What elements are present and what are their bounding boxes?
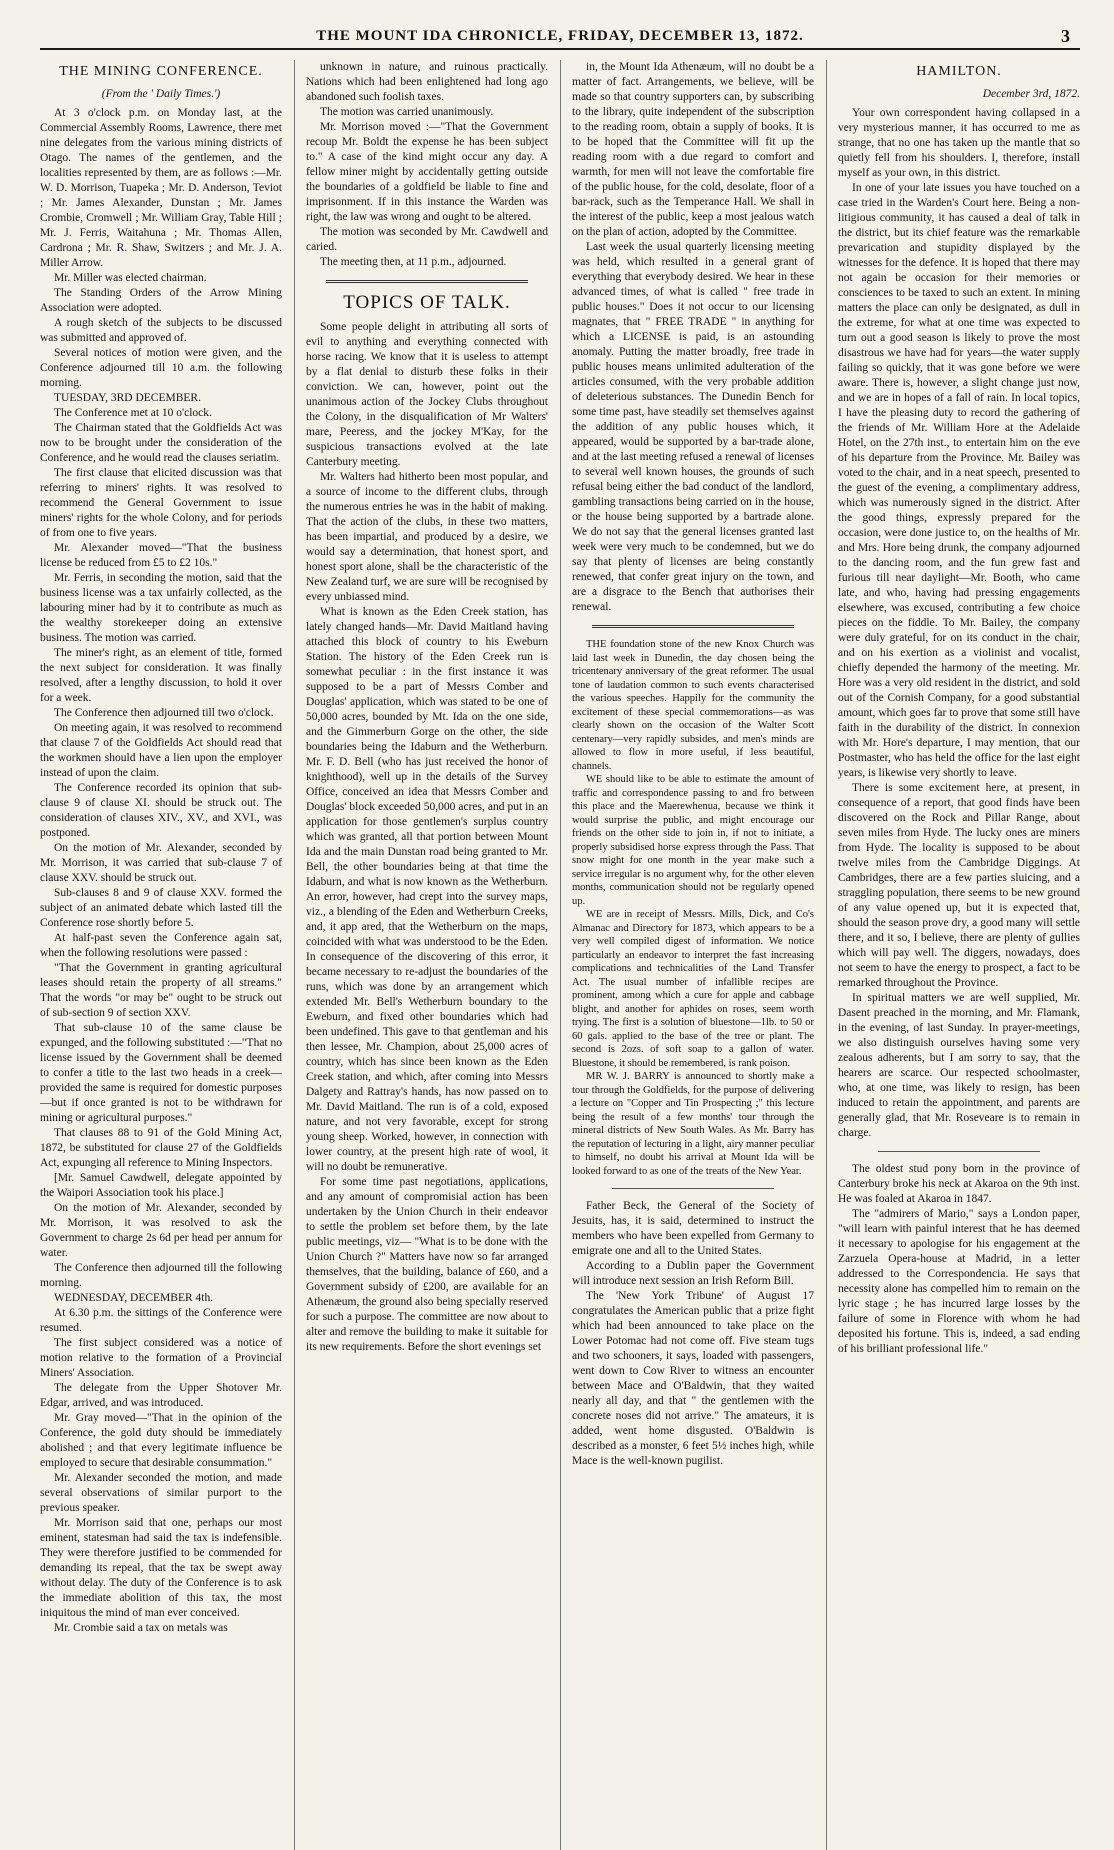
paragraph: At half-past seven the Conference again sat, when the following resolutions were passed :	[40, 932, 282, 959]
paragraph: The Conference recorded its opinion that sub-clause 9 of clause XI. should be struck out. The consideration of clauses XIV., XV., and XVI., was postponed.	[40, 782, 282, 839]
columns	[40, 60, 1080, 1850]
paragraph: Mr. Crombie said a tax on metals was	[54, 1622, 228, 1634]
paragraph: [Mr. Samuel Cawdwell, delegate appointed by the Waipori Association took his place.]	[40, 1172, 282, 1199]
paragraph: In one of your late issues you have touched on a case tried in the Warden's Court here. Being a non-litigious community, it has caused a deal of talk in the district, but its chief feature was the remarkable prevarication and stupidity displayed by the witnesses for the defence. It is hoped that there may not again be occasion for their memories or consciences to be taxed to such an extent. In mining matters the place can only be designated, as dull in the extreme, for what at one time was expected to turn out a good season is likely to prove the most disastrous we have had for years—the water supply failing so quickly, that it was gone before we were aware. There is, however, a slight change just now, and we are in hopes of a fall of rain. In local topics, I have the pleasing duty to record the gathering of the friends of Mr. William Hore at the Adelaide Hotel, on the 27th inst., to entertain him on the eve of his departure from the Province. Mr. Bailey was voted to the chair, and in a neat speech, presented to the guest of the evening, a complimentary address, which was numerously signed in the district. After the good things, expressly prepared for the occasion, were done justice to, on the healths of Mr. and Mrs. Hore being drunk, the company adjourned to the dancing room, and the fun grew fast and furious till near daylight—Mr. Booth, who came late, and who, having had pressing engagements elsewhere, was excused, contributing a few choice pieces on the fiddle. To Mr. Bailey, the company were duly grateful, for on its conduct in the chair, and on his exertion as a violinist and vocalist, chiefly depended the harmony of the meeting. Mr. Hore was a very old resident in the district, and sold out of the Cornish Company, for a good substantial amount, which goes far to prove that some still have faith in the durability of the district. In connexion with Mr. Hore's departure, I may mention, that our Postmaster, who has held the office for the last eight years, is likewise very shortly to leave.	[838, 182, 1080, 779]
paragraph: unknown in nature, and ruinous practically. Nations which had been enlightened had long ago abandoned such foolish taxes.	[306, 61, 548, 103]
paragraph: Several notices of motion were given, and the Conference adjourned till 10 a.m. the following morning.	[40, 347, 282, 389]
paragraph: Your own correspondent having collapsed in a very mysterious manner, it has occurred to me as strange, that no one has taken up the mantle that so quietly fell from his shoulders. I, therefore, install myself as your own, in this district.	[838, 107, 1080, 179]
paragraph: The first clause that elicited discussion was that referring to miners' rights. It was resolved to recommend the General Government to issue miners' rights for the whole Colony, and for periods of from one to five years.	[40, 467, 282, 539]
mining-conference-heading: THE MINING CONFERENCE.	[59, 64, 263, 79]
paragraph: Mr. Morrison said that one, perhaps our most eminent, statesman had said the tax is indefensible. They were therefore justified to be commended for demanding its repeal, that the tax be swept away without delay. The duty of the Conference is to ask the immediate abolition of this tax, the most iniquitous the mind of man ever conceived.	[40, 1517, 282, 1619]
paragraph: For some time past negotiations, applications, and any amount of compromisial action has been undertaken by the Union Church in their endeavor to settle the problem set before them, by the late public meetings, viz— "What is to be done with the Union Church ?" Matters have now so far arranged themselves, that the building, balance of £60, and a Government subsidy of £200, are available for an Athenæum, the ground also being specially reserved for such a purpose. The committee are now about to alter and remove the building to make it suitable for its new requirements. Before the short evenings set	[306, 1176, 548, 1353]
paragraph: Father Beck, the General of the Society of Jesuits, has, it is said, determined to instruct the members who have been expelled from Germany to emigrate one and all to the United States.	[572, 1200, 814, 1257]
paragraph: The Chairman stated that the Goldfields Act was now to be brought under the consideration of the Conference, and he would read the clauses seriatim.	[40, 422, 282, 464]
paragraph: At 3 o'clock p.m. on Monday last, at the Commercial Assembly Rooms, Lawrence, there met nine delegates from the various mining districts of Otago. The names of the gentlemen, and the localities represented by them, are as follows :—Mr. W. D. Morrison, Tuapeka ; Mr. D. Anderson, Teviot ; Mr. James Alexander, Dunstan ; Mr. James Crombie, Cromwell ; Mr. William Gray, Table Hill ; Mr. J. Ferris, Waitahuna ; Mr. Thomas Allen, Cardrona ; Mr. R. Shaw, Switzers ; and Mr. J. A. Miller Arrow.	[40, 107, 282, 269]
paragraph: Mr. Walters had hitherto been most popular, and a source of income to the different clubs, through the numerous entries he was in the habit of making. That the action of the clubs, in these two matters, has been impartial, and produced by a desire, we would say a determination, that honest sport, and honest sport alone, shall be the characteristic of the New Zealand turf, we are sure will be recognised by every unbiassed mind.	[306, 471, 548, 603]
paragraph: What is known as the Eden Creek station, has lately changed hands—Mr. David Maitland having attached this block of country to his Eweburn Station. The history of the Eden Creek run is somewhat peculiar : in the first instance it was supposed to be a part of Messrs Comber and Douglas' application, which was stated to be one of 50,000 acres, bounded by Mt. Ida on the one side, and the Gimmerburn Gorge on the other, the side boundaries being the Idaburn and the Wetherburn. Mr. F. D. Bell (who has just received the honor of knighthood), well up in the details of the Survey Office, conceived an idea that Messrs Comber and Douglas' block exceeded 50,000 acres, and put in an application for those gentlemen's surplus country which was granted, all that portion between Mount Ida and the main Dunstan road being granted to Mr. Bell, the other boundaries being at that time the Idaburn, and what is now known as the Wetherburn. An error, however, had crept into the survey maps, viz., a blending of the Eden and Wetherburn Creeks, and, it app ared, that the Wetherburn on the maps, coincided with what was understood to be the Eden. In consequence of the discovering of this error, it became necessary to re-adjust the boundaries of the runs, which was done by an arrangement which extended Mr. Bell's Wetherburn boundary to the Eweburn, and fixed other boundaries which had been undefined. This gave to that gentleman and his then lessee, Mr. Champion, about 25,000 acres of country, which has since been known as the Eden Creek station, and which, after coming into Messrs Dalgety and Rattray's hands, has now passed on to Mr. David Maitland. The run is of a cold, exposed nature, and not very favorable, except for strong young sheep. Worked, however, in connection with lower country, at the present high rate of wool, it will no doubt be remunerative.	[306, 606, 548, 1173]
paragraph: The Conference then adjourned till two o'clock.	[54, 707, 274, 719]
paragraph: There is some excitement here, at present, in consequence of a report, that good finds have been discovered on the Rock and Pillar Range, about seven miles from Hyde. The lucky ones are miners from Hyde. The locality is supposed to be about twelve miles from the Cambridge Diggings. At Cambridges, there are a few parties sluicing, and a straggling population, there seems to be new ground of any value opened up, but it is expected that, should the season prove dry, a good many will settle there, and it so, I believe, there are plenty of gullies which will pay well. The diggers, nowadays, does not seem to have the energy to prospect, a fact to be remarked throughout the Province.	[838, 782, 1080, 989]
paragraph: In spiritual matters we are well supplied, Mr. Dasent preached in the morning, and Mr. Flamank, in the evening, of last Sunday. In prayer-meetings, we also distinguish ourselves having some very zealous adherents, but I am sorry to say, that the hearers are scarce. Our respected schoolmaster, who, at one time, was likely to resign, has been induced to retain the appointment, and parents are generally glad, that Mr. Roseveare is to remain in charge.	[838, 992, 1080, 1139]
paragraph: The miner's right, as an element of title, formed the next subject for consideration. It was finally resolved, after a lengthy discussion, to hold it over for a week.	[40, 647, 282, 704]
paragraph: The first subject considered was a notice of motion relative to the formation of a Provincial Miners' Association.	[40, 1337, 282, 1379]
paragraph: That clauses 88 to 91 of the Gold Mining Act, 1872, be substituted for clause 27 of the Goldfields Act, expunging all reference to Mining Inspectors.	[40, 1127, 282, 1169]
paragraph: The meeting then, at 11 p.m., adjourned.	[320, 256, 507, 268]
column-3	[560, 60, 814, 1850]
paragraph: The Conference met at 10 o'clock.	[54, 407, 212, 419]
paragraph: TUESDAY, 3RD DECEMBER.	[54, 392, 201, 404]
hamilton-body	[838, 106, 1080, 1141]
topics-of-talk-body	[306, 320, 548, 1355]
hamilton-dateline: December 3rd, 1872.	[982, 88, 1080, 100]
foreign-news-body	[572, 1199, 814, 1469]
hamilton-heading: HAMILTON.	[916, 64, 1002, 79]
divider	[878, 1151, 1040, 1152]
divider	[592, 625, 794, 628]
paragraph: The Standing Orders of the Arrow Mining Association were adopted.	[40, 287, 282, 314]
paragraph: Mr. Alexander moved—"That the business license be reduced from £5 to £2 10s."	[40, 542, 282, 569]
paragraph: Sub-clauses 8 and 9 of clause XXV. formed the subject of an animated debate which lasted till the Conference rose shortly before 5.	[40, 887, 282, 929]
paragraph: WEDNESDAY, DECEMBER 4th.	[54, 1292, 214, 1304]
column-4	[826, 60, 1080, 1850]
divider	[326, 280, 528, 283]
source-note: (From the ' Daily Times.')	[101, 88, 221, 100]
paragraph: On the motion of Mr. Alexander, seconded by Mr. Morrison, it was carried that sub-clause 7 of clause XXV. should be struck out.	[40, 842, 282, 884]
paragraph: WE are in receipt of Messrs. Mills, Dick, and Co's Almanac and Directory for 1873, which appears to be a very well compiled digest of information. We notice particularly an endeavor to interpret the fast increasing complications and technicalities of the Land Transfer Act. The usual number of infallible recipes are prominent, among which a cure for apple and cabbage blight, and another for aphides on roses, seem worth trying. The first is a solution of bluestone—1lb. to 50 or 60 gals. applied to the base of the tree or plant. The second is 2ozs. of soft soap to a gallon of water. Bluestone, it should be remembered, is rank poison.	[572, 909, 814, 1069]
paragraph: A rough sketch of the subjects to be discussed was submitted and approved of.	[40, 317, 282, 344]
paragraph: THE foundation stone of the new Knox Church was laid last week in Dunedin, the day chosen being the tricentenary anniversary of the great reformer. The usual tone of laudation common to such events characterised the various speeches. Happily for the community the excitement of these special commemorations—as was clearly shown on the occasion of the Walter Scott centenary—very rapidly subsides, and men's minds are allowed to flow in more useful, if less beautiful, channels.	[572, 639, 814, 772]
paragraph: MR W. J. BARRY is announced to shortly make a tour through the Goldfields, for the purpose of delivering a lecture on "Copper and Tin Prospecting ;" this lecture being the result of a few months' tour through the mineral districts of New South Wales. As Mr. Barry has the reputation of lecturing in a light, airy manner peculiar to himself, no doubt his arrival at Mount Ida will be looked forward to as one of the treats of the New Year.	[572, 1071, 814, 1177]
paragraph: The Conference then adjourned till the following morning.	[40, 1262, 282, 1289]
divider	[612, 1188, 774, 1189]
paragraph: At 6.30 p.m. the sittings of the Conference were resumed.	[40, 1307, 282, 1334]
paragraph: On meeting again, it was resolved to recommend that clause 7 of the Goldfields Act should read that the workmen should have a lien upon the employer instead of upon the claim.	[40, 722, 282, 779]
paragraph: "That the Government in granting agricultural leases should retain the property of all streams." That the words "or may be" ought to be struck out of sub-section 9 of section XXV.	[40, 962, 282, 1019]
paragraph: The "admirers of Mario," says a London paper, "will learn with painful interest that he has deemed it necessary to apologise for his engagement at the Zarzuela Opera-house at Madrid, in a letter addressed to the Correspondencia. He says that necessity alone has compelled him to remain on the lyric stage ; he has incurred large losses by the failure of some in Florence with whom he had deposited his fortune. This is, indeed, a sad ending of his brilliant professional life."	[838, 1208, 1080, 1355]
paragraph: Some people delight in attributing all sorts of evil to anything and everything connected with horse racing. We know that it is useless to attempt by a flat denial to disturb these folks in their conviction. We can, however, point out the unanimous action of the Jockey Clubs throughout the Colony, in the disqualification of Mr Walters' mare, Peeress, and the jockey M'Kay, for the suspicious transactions evolved at the late Canterbury meeting.	[306, 321, 548, 468]
masthead-title: THE MOUNT IDA CHRONICLE, FRIDAY, DECEMBER 13, 1872.	[316, 28, 804, 44]
page-number: 3	[1061, 26, 1070, 46]
paragraph: Mr. Alexander seconded the motion, and made several observations of similar purport to the previous speaker.	[40, 1472, 282, 1514]
paragraph: Mr. Gray moved—"That in the opinion of the Conference, the gold duty should be immediately abolished ; and that every legitimate influence be employed to secure that desirable consummation."	[40, 1412, 282, 1469]
paragraph: Mr. Ferris, in seconding the motion, said that the business license was a tax unfairly collected, as the labouring miner had by it to contribute as much as the wealthy storekeeper doing an extensive business. The motion was carried.	[40, 572, 282, 644]
masthead	[40, 26, 1080, 50]
paragraph: The 'New York Tribune' of August 17 congratulates the American public that a prize fight which had been announced to take place on the Lower Potomac had not come off. Five steam tugs and two schooners, it says, loaded with passengers, went down to Cow River to witness an encounter between Mace and O'Baldwin, that they waited nearly all day, and that " the gentlemen with the concrete noses did not arrive." The amateurs, it is added, went home disgusted. O'Baldwin is described as a monster, 6 feet 5½ inches high, while Mace is the well-known pugilist.	[572, 1290, 814, 1467]
column-1	[40, 60, 282, 1850]
paragraph: Mr. Morrison moved :—"That the Government recoup Mr. Boldt the expense he has been subject to." A case of the kind might occur any day. A fellow miner might by accidentally getting outside the boundaries of a goldfield be liable to fine and imprisonment. If in this instance the Warden was right, the law was wrong and ought to be altered.	[306, 121, 548, 223]
topics-continued-body	[572, 60, 814, 615]
paragraph: The motion was seconded by Mr. Cawdwell and caried.	[306, 226, 548, 253]
mining-conference-body	[40, 106, 282, 1636]
paragraph: WE should like to be able to estimate the amount of traffic and correspondence passing to and fro between this place and the Maerewhenua, because we think it would surprise the public, and might encourage our friends on the other side to join in, if not to initiate, a properly subsidised horse express through the Pass. That snow might for one month in the year make such a service irregular is no argument why, for the other eleven months, communication should not be regularly opened up.	[572, 774, 814, 907]
topics-of-talk-heading: TOPICS OF TALK.	[343, 292, 511, 313]
paragraph: On the motion of Mr. Alexander, seconded by Mr. Morrison, it was resolved to ask the Government to charge 2s 6d per head per annum for water.	[40, 1202, 282, 1259]
column-2	[294, 60, 548, 1850]
paragraph: The delegate from the Upper Shotover Mr. Edgar, arrived, and was introduced.	[40, 1382, 282, 1409]
paragraph: in, the Mount Ida Athenæum, will no doubt be a matter of fact. Arrangements, we believe, will be made so that country supporters can, by subscribing to the library, quite independent of the subscription to the reading room, obtain a supply of books. It is to be hoped that the Committee will fit up the reading room with a due regard to comfort and warmth, for men will not leave the comfortable fire of the public house, for the cold, desolate, floor of a bar-rack, such as the Temperance Hall. We shall in the interest of the public, keep a most jealous watch on the plan of action, adopted by the Committee.	[572, 61, 814, 238]
paragraph: The motion was carried unanimously.	[320, 106, 494, 118]
news-paragraphs	[572, 638, 814, 1178]
paragraph: Last week the usual quarterly licensing meeting was held, which resulted in a general grant of everything that everybody desired. We hear in these advanced times, of what is called " free trade in public houses." Does it not occur to our licensing magnates, that " FREE TRADE " in anything for which a LICENSE is paid, is an astounding anomaly. Putting the matter broadly, free trade in public houses means unlimited adulteration of the articles consumed, with the very probable addition of deleterious substances. The Dunedin Bench for some time past, have steadily set themselves against the addition of any public houses which, it appeared, would be supported by a bar-trade alone, and at the last meeting refused a renewal of licenses to several well known houses, the grounds of such refusal being either the bad conduct of the landlord, gambling transactions being carried on in the house, or the house being supported by a bartrade alone. We do not say that the general licenses granted last week were very much to be condemned, but we do say that plenty of licenses are being constantly renewed, that confer great injury on the town, and are a disgrace to the Bench that authorises their renewal.	[572, 241, 814, 613]
paragraph: That sub-clause 10 of the same clause be expunged, and the following substituted :—"That no license issued by the Government shall be deemed to confer a title to the last two heads in a creek—provided the same is required for domestic purposes—but if once granted is not to be withdrawn for mining or agricultural purposes."	[40, 1022, 282, 1124]
miscellany-body	[838, 1162, 1080, 1357]
paragraph: According to a Dublin paper the Government will introduce next session an Irish Reform Bill.	[572, 1260, 814, 1287]
conference-continued-body	[306, 60, 548, 270]
paragraph: Mr. Miller was elected chairman.	[54, 272, 207, 284]
paragraph: The oldest stud pony born in the province of Canterbury broke his neck at Akaroa on the 9th inst. He was foaled at Akaroa in 1847.	[838, 1163, 1080, 1205]
